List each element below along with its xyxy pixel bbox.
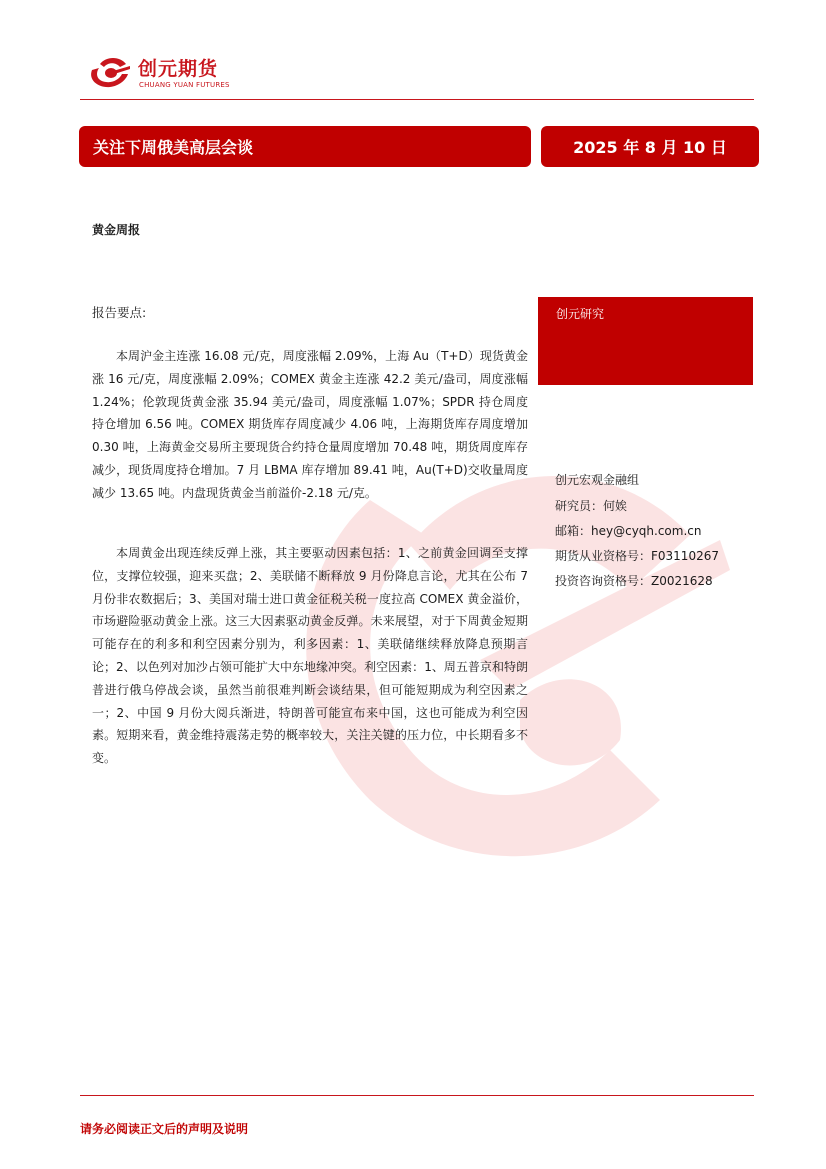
report-highlights-heading: 报告要点: bbox=[92, 305, 147, 320]
section-label: 黄金周报 bbox=[92, 223, 141, 237]
contact-email: 邮箱：hey@cyqh.com.cn bbox=[555, 524, 702, 538]
report-title: 关注下周俄美高层会谈 bbox=[79, 126, 531, 167]
contact-researcher: 研究员：何娭 bbox=[555, 499, 628, 513]
contact-team: 创元宏观金融组 bbox=[555, 473, 640, 487]
contact-futures-license: 期货从业资格号：F03110267 bbox=[555, 549, 719, 563]
logo-chinese-name: 创元期货 bbox=[138, 58, 219, 80]
contact-advisory-license: 投资咨询资格号：Z0021628 bbox=[555, 574, 713, 588]
logo-english-name: CHUANG YUAN FUTURES bbox=[139, 81, 230, 89]
report-paragraph-market-data: 本周沪金主连涨 16.08 元/克，周度涨幅 2.09%，上海 Au（T+D）现货黄金涨 16 元/克，周度涨幅 2.09%；COMEX 黄金主连涨 42.2 美元/盎司，周度涨幅 1.24%；伦敦现货黄金涨 35.94 美元/盎司，周度涨幅 1.07%；SPDR 持仓周度持仓增加 6.56 吨。COMEX 期货库存周度减少 4.06 吨，上海期货库存周度增加 0.30 吨，上海黄金交易所主要现货合约持仓量周度增加 70.48 吨，期货周度库存减少，现货周度持仓增加。7 月 LBMA 库存增加 89.41 吨，Au(T+D)交收量周度减少 13.65 吨。内盘现货黄金当前溢价-2.18 元/克。 bbox=[92, 349, 528, 500]
header-divider bbox=[80, 99, 754, 100]
disclaimer-note: 请务必阅读正文后的声明及说明 bbox=[80, 1122, 249, 1136]
report-paragraph-outlook: 本周黄金出现连续反弹上涨，其主要驱动因素包括：1、之前黄金回调至支撑位，支撑位较强，迎来买盘；2、美联储不断释放 9 月份降息言论，尤其在公布 7 月份非农数据后；3、美国对瑞士进口黄金征税关税一度拉高 COMEX 黄金溢价，市场避险驱动黄金上涨。这三大因素驱动黄金反弹。未来展望，对于下周黄金短期可能存在的利多和利空因素分别为，利多因素：1、美联储继续释放降息预期言论；2、以色列对加沙占领可能扩大中东地缘冲突。利空因素：1、周五普京和特朗普进行俄乌停战会谈，虽然当前很难判断会谈结果，但可能短期成为利空因素之一；2、中国 9 月份大阅兵渐进，特朗普可能宣布来中国，这也可能成为利空因素。短期来看，黄金维持震荡走势的概率较大，关注关键的压力位，中长期看多不变。 bbox=[92, 546, 528, 766]
company-logo-icon bbox=[86, 52, 132, 92]
research-box-title: 创元研究 bbox=[556, 307, 605, 321]
footer-divider bbox=[80, 1095, 754, 1096]
report-date: 2025 年 8 月 10 日 bbox=[541, 126, 759, 167]
